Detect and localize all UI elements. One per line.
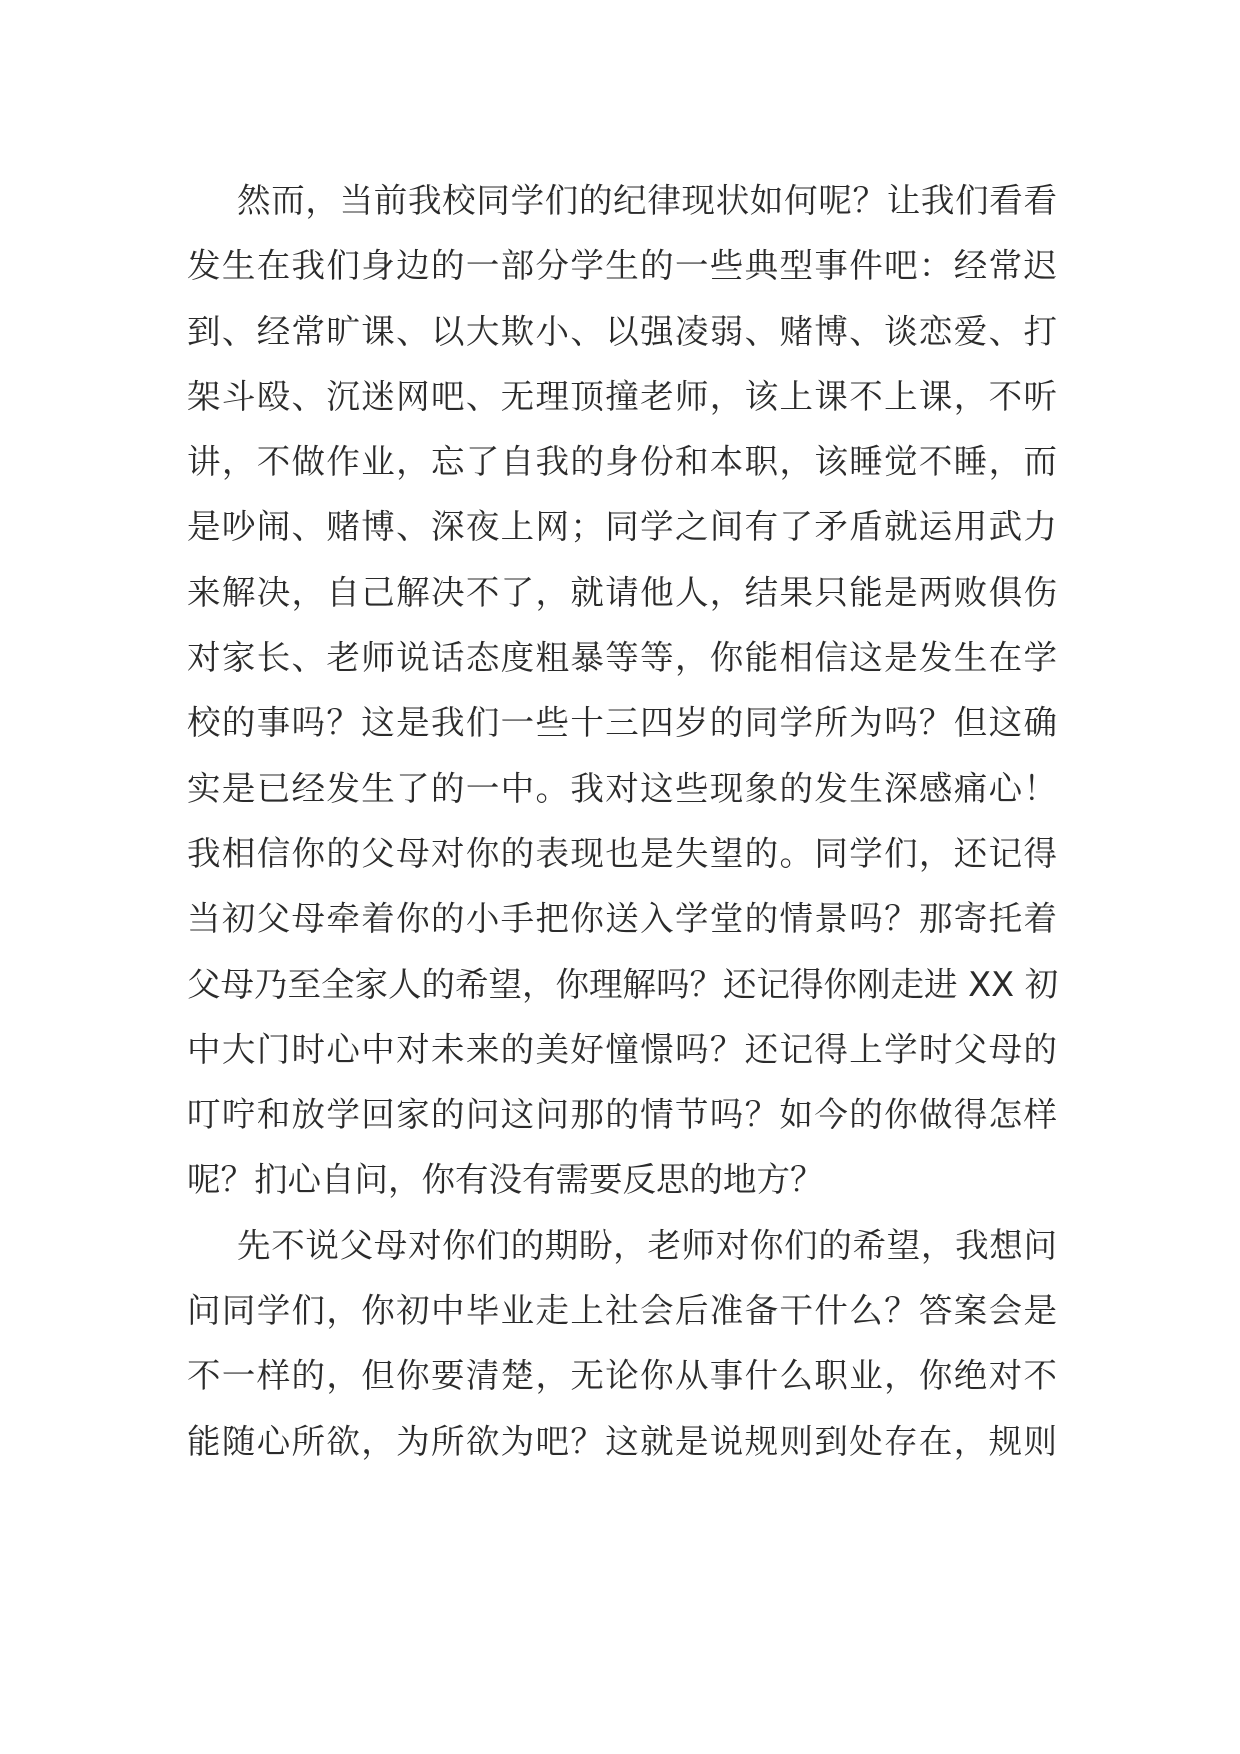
text-line: 中大门时心中对未来的美好憧憬吗？还记得上学时父母的 [187, 1029, 1057, 1069]
text-line: 实是已经发生了的一中。我对这些现象的发生深感痛心！ [187, 768, 1057, 808]
text-line: 当初父母牵着你的小手把你送入学堂的情景吗？那寄托着 [187, 899, 1057, 939]
text-line: 是吵闹、赌博、深夜上网；同学之间有了矛盾就运用武力 [187, 507, 1057, 547]
text-line: 我相信你的父母对你的表现也是失望的。同学们，还记得 [187, 833, 1057, 873]
text-line: 父母乃至全家人的希望，你理解吗？还记得你刚走进 XX 初 [187, 964, 1059, 1004]
text-line: 讲，不做作业，忘了自我的身份和本职，该睡觉不睡，而 [187, 442, 1057, 482]
text-line: 不一样的，但你要清楚，无论你从事什么职业，你绝对不 [187, 1356, 1057, 1396]
text-line: 叮咛和放学回家的问这问那的情节吗？如今的你做得怎样 [187, 1095, 1057, 1135]
text-line: 对家长、老师说话态度粗暴等等，你能相信这是发生在学 [187, 638, 1057, 678]
text-line: 发生在我们身边的一部分学生的一些典型事件吧：经常迟 [187, 246, 1057, 286]
body-text [187, 168, 1057, 1474]
paragraph-2 [187, 1213, 1057, 1474]
text-line: 架斗殴、沉迷网吧、无理顶撞老师，该上课不上课，不听 [187, 376, 1057, 416]
text-line: 能随心所欲，为所欲为吧？这就是说规则到处存在，规则 [187, 1421, 1057, 1461]
text-line: 先不说父母对你们的期盼，老师对你们的希望，我想问 [237, 1225, 1057, 1265]
paragraph-1 [187, 168, 1057, 1213]
text-line: 校的事吗？这是我们一些十三四岁的同学所为吗？但这确 [187, 703, 1057, 743]
text-line: 呢？扪心自问，你有没有需要反思的地方？ [187, 1160, 824, 1200]
text-line: 到、经常旷课、以大欺小、以强凌弱、赌博、谈恋爱、打 [187, 311, 1057, 351]
text-line: 然而，当前我校同学们的纪律现状如何呢？让我们看看 [237, 181, 1057, 220]
text-line: 来解决，自己解决不了，就请他人，结果只能是两败俱伤 [187, 572, 1057, 612]
text-line: 问同学们，你初中毕业走上社会后准备干什么？答案会是 [187, 1291, 1057, 1331]
